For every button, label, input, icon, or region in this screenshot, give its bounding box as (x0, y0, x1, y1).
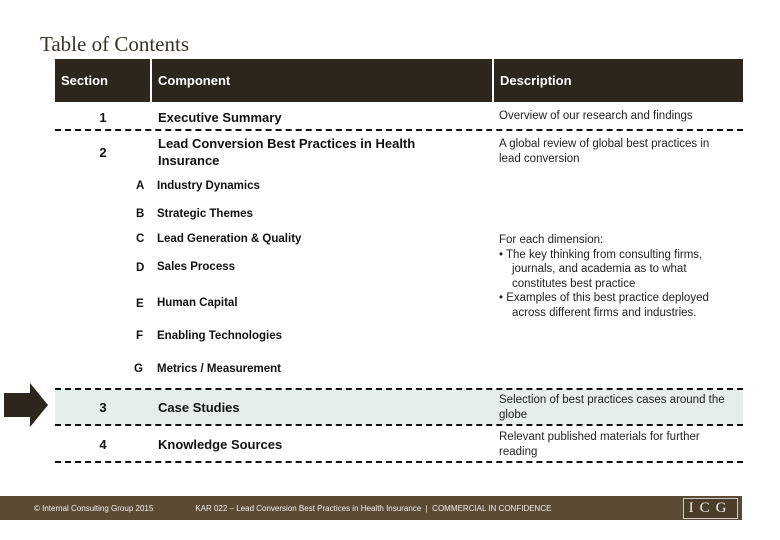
subitem-label[interactable]: Metrics / Measurement (157, 363, 281, 375)
row-2-component[interactable]: Lead Conversion Best Practices in Health Insurance (158, 136, 416, 168)
row-4-component[interactable]: Knowledge Sources (158, 437, 283, 452)
subitem-label[interactable]: Industry Dynamics (157, 180, 260, 192)
header-component: Component (152, 59, 492, 102)
row-3-component[interactable]: Case Studies (158, 400, 240, 415)
footer (0, 496, 742, 520)
row-4-description: Relevant published materials for further reading (499, 431, 700, 458)
divider (55, 461, 743, 463)
row-1-component[interactable]: Executive Summary (158, 110, 282, 125)
footer-doc: KAR 022 – Lead Conversion Best Practices in Health Insurance | COMMERCIAL IN CONFIDENCE (195, 503, 552, 513)
page-title: Table of Contents (40, 32, 189, 56)
icg-logo: ICG (683, 498, 738, 519)
bullet: • Examples of this best practice deployed across different firms and industries. (499, 292, 709, 319)
subitem-letter: A (136, 180, 145, 192)
arrow-right-icon (4, 383, 48, 427)
row-2-section: 2 (99, 145, 107, 160)
dimension-intro: For each dimension: (499, 234, 604, 246)
header-description: Description (494, 59, 743, 102)
bullet: • The key thinking from consulting firms, journals, and academia as to what constitutes best practice (499, 248, 703, 290)
subitem-label[interactable]: Sales Process (157, 261, 236, 273)
subitem-label[interactable]: Human Capital (157, 297, 238, 309)
subitem-label[interactable]: Enabling Technologies (157, 330, 283, 342)
dimension-description (499, 233, 739, 320)
divider (55, 424, 743, 426)
row-1-section: 1 (99, 110, 107, 125)
row-1-description: Overview of our research and findings (499, 110, 693, 122)
header-section: Section (55, 59, 150, 102)
row-3-section: 3 (99, 400, 107, 415)
subitem-label[interactable]: Lead Generation & Quality (157, 233, 302, 245)
subitem-letter: B (136, 208, 145, 220)
subitem-letter: F (136, 330, 144, 342)
row-2-description: A global review of global best practices in lead conversion (499, 138, 710, 165)
subitem-letter: C (136, 233, 145, 245)
subitem-letter: E (136, 298, 144, 310)
divider (55, 388, 743, 390)
subitem-label[interactable]: Strategic Themes (157, 208, 253, 220)
divider (55, 129, 743, 131)
footer-copyright: © Internal Consulting Group 2015 (34, 503, 154, 513)
subitem-letter: G (134, 363, 143, 375)
row-3-description: Selection of best practices cases around the globe (499, 394, 725, 421)
subitem-letter: D (136, 262, 145, 274)
row-4-section: 4 (99, 437, 107, 452)
